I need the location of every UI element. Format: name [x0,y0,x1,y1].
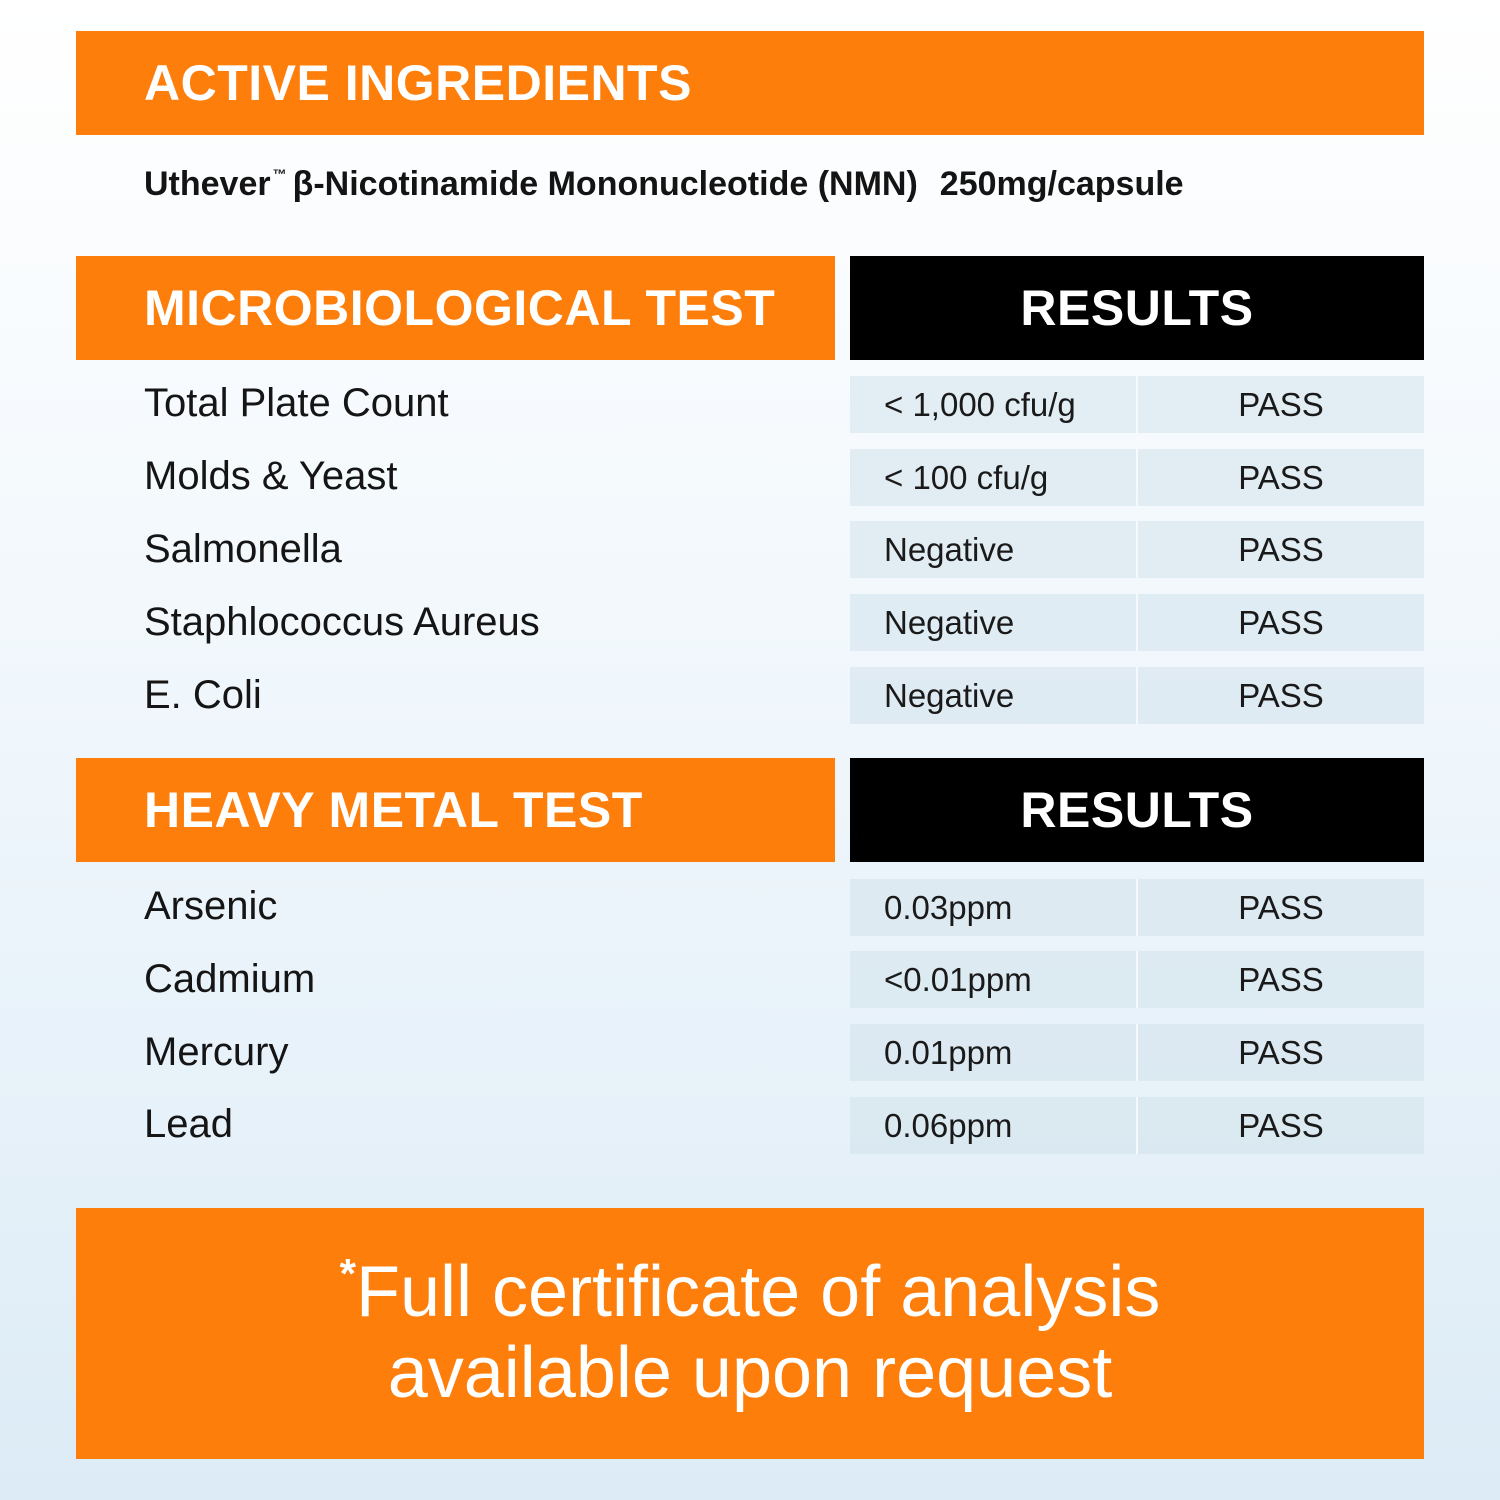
micro-row-value: < 100 cfu/g [884,458,1049,496]
micro-row-result [850,594,1424,651]
metal-row-value: 0.06ppm [884,1106,1013,1144]
metal-row-result [850,1097,1424,1154]
micro-row-status: PASS [1238,458,1324,496]
micro-row-value: Negative [884,676,1015,714]
micro-row-status: PASS [1238,530,1324,568]
active-ingredients-title: ACTIVE INGREDIENTS [144,55,692,111]
ingredient-line [144,165,1434,204]
micro-row-value: < 1,000 cfu/g [884,385,1076,423]
micro-row-status: PASS [1238,603,1324,641]
microbiological-test-header [76,256,835,360]
micro-row-result [850,521,1424,578]
micro-row-value: Negative [884,530,1015,568]
footer-line-2: available upon request [387,1333,1113,1413]
metal-row-result [850,1024,1424,1081]
certificate-footer [76,1208,1424,1459]
heavy-metal-test-header [76,758,835,862]
micro-row-label: Salmonella [144,527,342,571]
metal-row-status: PASS [1238,1106,1324,1144]
metal-row-value: 0.01ppm [884,1033,1013,1071]
micro-row-label: Total Plate Count [144,381,449,425]
micro-row-result [850,667,1424,724]
micro-row-label: Molds & Yeast [144,454,398,498]
metal-row-label: Cadmium [144,957,316,1001]
metal-row-status: PASS [1238,888,1324,926]
ingredient-dose: 250mg/capsule [939,165,1184,203]
micro-row-result [850,449,1424,506]
footnote-asterisk: * [339,1250,357,1297]
metal-row-result [850,951,1424,1008]
micro-row-result [850,376,1424,433]
micro-row-label: E. Coli [144,673,262,717]
footer-line-1-text: Full certificate of analysis [356,1252,1161,1332]
trademark-mark: ™ [272,166,287,182]
metal-row-value: 0.03ppm [884,888,1013,926]
microbiological-test-title: MICROBIOLOGICAL TEST [144,280,776,336]
ingredient-compound: β-Nicotinamide Mononucleotide (NMN) [292,165,918,203]
heavy-metal-results-header: RESULTS [850,758,1424,862]
micro-row-value: Negative [884,603,1015,641]
metal-row-label: Arsenic [144,884,278,928]
micro-row-status: PASS [1238,385,1324,423]
heavy-metal-test-title: HEAVY METAL TEST [144,782,643,838]
metal-row-status: PASS [1238,1033,1324,1071]
ingredient-name: Uthever [144,165,271,203]
metal-row-value: <0.01ppm [884,960,1032,998]
active-ingredients-header [76,31,1424,135]
metal-row-label: Mercury [144,1030,289,1074]
metal-row-status: PASS [1238,960,1324,998]
micro-row-status: PASS [1238,676,1324,714]
micro-row-label: Staphlococcus Aureus [144,600,540,644]
metal-row-label: Lead [144,1102,233,1146]
metal-row-result [850,879,1424,936]
microbiological-results-header: RESULTS [850,256,1424,360]
footer-line-1 [76,1250,1424,1333]
